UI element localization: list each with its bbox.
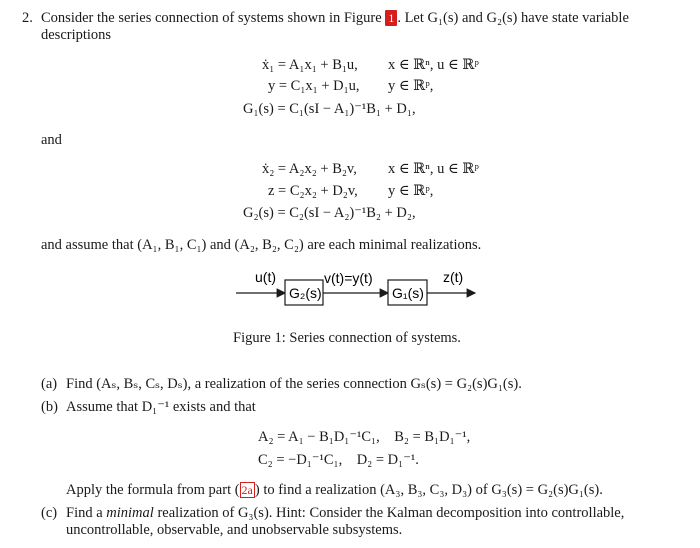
eq2-row3: G₂(s) = C₂(sI − A₂)⁻¹B₂ + D₂, <box>243 205 416 221</box>
part-a-text: Find (Aₛ, Bₛ, Cₛ, Dₛ), a realization of the series connection Gₛ(s) = G₂(s)G₁(s). <box>66 376 522 392</box>
part-c-label: (c) <box>41 505 58 521</box>
eq2-row2-cond: y ∈ ℝᵖ, <box>388 183 434 199</box>
figure-ref-link[interactable]: 1 <box>385 10 397 26</box>
problem-number: 2. <box>22 10 33 26</box>
eq1-row1: ẋ₁ = A₁x₁ + B₁u, <box>262 57 358 73</box>
part-c-text-b: realization of G₃(s). Hint: Consider the Kalman decomposition into controllable, <box>157 505 625 521</box>
part-b-eq2: C₂ = −D₁⁻¹C₁, D₂ = D₁⁻¹. <box>258 452 419 468</box>
block1-label: G₂(s) <box>289 285 322 301</box>
part-b-label: (b) <box>41 399 58 415</box>
intro-line2: descriptions <box>41 27 112 43</box>
eq1-row2: y = C₁x₁ + D₁u, <box>268 78 360 94</box>
apply-text: Apply the formula from part ( <box>66 482 240 498</box>
part-2a-ref-link[interactable]: 2a <box>241 483 253 497</box>
intro-text-cont: . Let G₁(s) and G₂(s) have state variable <box>397 10 629 26</box>
eq2-row1: ẋ₂ = A₂x₂ + B₂v, <box>262 161 357 177</box>
assume-text: and assume that (A₁, B₁, C₁) and (A₂, B₂, C₂) are each minimal realizations. <box>41 237 482 253</box>
block2-label: G₁(s) <box>392 285 424 301</box>
and-word: and <box>41 132 62 148</box>
input-label: u(t) <box>255 269 276 285</box>
figure-caption: Figure 1: Series connection of systems. <box>233 330 461 346</box>
eq1-row3: G₁(s) = C₁(sI − A₁)⁻¹B₁ + D₁, <box>243 101 416 117</box>
output-label: z(t) <box>443 269 464 285</box>
part-a-label: (a) <box>41 376 58 392</box>
apply-text-cont: ) to find a realization (A₃, B₃, C₃, D₃) of G₃(s) = G₂(s)G₁(s). <box>254 482 603 498</box>
intro-text: Consider the series connection of systems shown in Figure <box>41 10 382 26</box>
part-b-apply <box>66 480 603 500</box>
middle-label: v(t)=y(t) <box>324 270 373 286</box>
problem-intro <box>41 8 629 28</box>
eq1-row2-cond: y ∈ ℝᵖ, <box>388 78 434 94</box>
part-c-italic: minimal <box>106 505 154 521</box>
eq1-row1-cond: x ∈ ℝⁿ, u ∈ ℝᵖ <box>388 57 479 73</box>
part-b-text: Assume that D₁⁻¹ exists and that <box>66 399 256 415</box>
part-b-eq1: A₂ = A₁ − B₁D₁⁻¹C₁, B₂ = B₁D₁⁻¹, <box>258 429 471 445</box>
eq2-row1-cond: x ∈ ℝⁿ, u ∈ ℝᵖ <box>388 161 479 177</box>
part-c-text-a: Find a <box>66 505 103 521</box>
series-diagram <box>230 266 480 316</box>
eq2-row2: z = C₂x₂ + D₂v, <box>268 183 358 199</box>
part-c-line2: uncontrollable, observable, and unobservable subsystems. <box>66 522 403 538</box>
